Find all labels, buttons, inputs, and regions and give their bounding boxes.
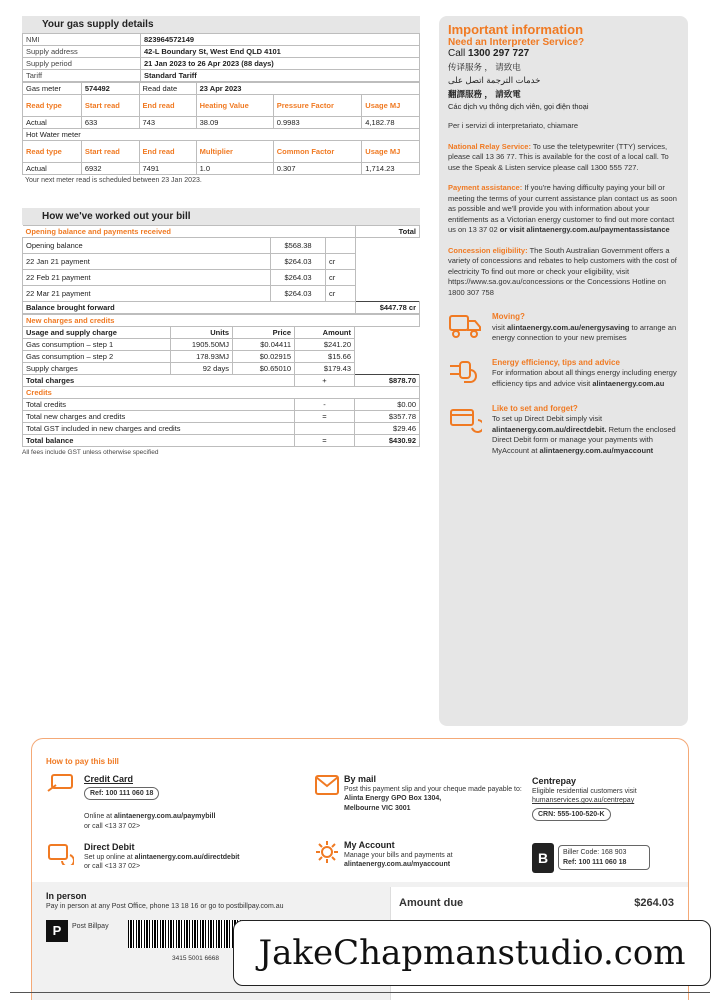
concession-eligibility: Concession eligibility: The South Australian Government offers a variety of concessions and rebates to help customers with the cost of electricity To find out more or check your eligibility, visit https://www.sa.gov.au/concessions or the Concessions Hotline on 1800 307 758: [448, 245, 677, 297]
table-row: Actual 633 743 38.09 0.9983 4,182.78: [23, 117, 420, 129]
lang-arabic: خدمات الترجمة اتصل على: [448, 75, 541, 85]
table-header: Read type Start read End read Heating Value Pressure Factor Usage MJ: [23, 95, 420, 117]
table-row: 22 Jan 21 payment $264.03 cr: [23, 254, 420, 270]
my-account-method: My Account Manage your bills and payments at alintaenergy.com.au/myaccount: [344, 840, 453, 868]
table-row: Total GST included in new charges and credits $29.46: [23, 423, 420, 435]
gst-footnote: All fees include GST unless otherwise specified: [22, 449, 159, 456]
payment-assistance-link[interactable]: or visit alintaenergy.com.au/paymentassistance: [499, 225, 670, 234]
table-row: 22 Feb 21 payment $264.03 cr: [23, 270, 420, 286]
moving-section: Moving? visit alintaenergy.com.au/energysaving to arrange an energy connection to your new premises: [448, 312, 679, 344]
centrepay-link[interactable]: humanservices.gov.au/centrepay: [532, 797, 635, 804]
direct-debit-method: Direct Debit Set up online at alintaenergy.com.au/directdebit or call <13 37 02>: [84, 842, 240, 870]
credit-card-method: Credit Card Ref: 100 111 060 18 Online at alintaenergy.com.au/paymybill or call <13 37 02>: [84, 774, 216, 830]
table-row: Gas consumption – step 2 178.93MJ $0.02915 $15.66: [23, 351, 420, 363]
table-row: 22 Mar 21 payment $264.03 cr: [23, 286, 420, 302]
bill-breakdown: [22, 208, 420, 456]
meter-read-note: Your next meter read is scheduled between 23 Jan 2023.: [25, 177, 202, 184]
payment-assistance: Payment assistance: If you're having difficulty paying your bill or meeting the terms of your current assistance plan contact us as soon as possible and we'll provide you with information about your entitlements as a Victorian energy customer to find out more contact us on 13 37 02 or visit alintaenergy.com.au/paymentassistance: [448, 183, 677, 234]
bpay-details: Biller Code: 168 903 Ref: 100 111 060 18: [558, 845, 650, 870]
table-row: Credits: [23, 387, 420, 399]
mail-icon: [314, 773, 340, 801]
energy-efficiency-section: Energy efficiency, tips and advice For information about all things energy including energy efficiency tips and advice visit alintaenergy.com.au: [448, 358, 679, 390]
my-account-link-pay[interactable]: alintaenergy.com.au/myaccount: [344, 861, 451, 868]
barcode-number: 3415 5001 6668: [172, 955, 219, 962]
my-account-link[interactable]: alintaenergy.com.au/myaccount: [539, 445, 654, 455]
new-charges-table: [22, 314, 420, 447]
table-row: Gas consumption – step 1 1905.50MJ $0.04411 $241.20: [23, 339, 420, 351]
interpreter-phone[interactable]: 1300 297 727: [468, 48, 530, 59]
post-billpay-logo: P: [46, 920, 68, 942]
important-info-panel: [439, 16, 688, 726]
table-row: Total balance = $430.92: [23, 435, 420, 447]
direct-debit-info-section: Like to set and forget? To set up Direct Debit simply visit alintaenergy.com.au/directdebit. Return the enclosed Direct Debit form or manage your payments with MyAccount at alintaenergy.com.au/myaccount: [448, 404, 679, 457]
table-header: Usage and supply charge Units Price Amount: [23, 327, 420, 339]
supply-details-table: [22, 33, 420, 82]
interpreter-title: Need an Interpreter Service?: [448, 37, 585, 48]
lang-italian: Per i servizi di interpretariato, chiamare: [448, 121, 579, 130]
watermark-banner: JakeChapmanstudio.com: [233, 920, 711, 986]
table-row: Supply charges 92 days $0.65010 $179.43: [23, 363, 420, 375]
relay-service: National Relay Service: To use the teletypewriter (TTY) services, please call 13 36 77. This is available for the cost of a local call. To use the Speak & Listen service please call 1300 555 727.: [448, 141, 669, 172]
amount-due-box: Amount due $264.03: [390, 887, 689, 1000]
energy-saving-link[interactable]: alintaenergy.com.au/energysaving: [507, 322, 630, 332]
table-header: Read type Start read End read Multiplier Common Factor Usage MJ: [23, 141, 420, 163]
credit-card-icon: [46, 773, 86, 797]
direct-debit-icon: [46, 841, 74, 869]
table-row: Opening balance $568.38: [23, 238, 420, 254]
bill-table: [22, 225, 420, 314]
lang-vietnamese: Các dịch vụ thông dịch viên, gọi điện thoại: [448, 102, 589, 111]
my-account-gear-icon: [314, 839, 340, 869]
table-row: NMI 823964572149: [23, 34, 420, 46]
card-refresh-icon: [448, 404, 492, 457]
divider: [10, 992, 710, 993]
moving-truck-icon: [448, 312, 492, 344]
interpreter-call: Call 1300 297 727: [448, 48, 530, 59]
table-row: Hot Water meter: [23, 129, 420, 141]
amount-due-value: $264.03: [634, 897, 674, 909]
table-row: Balance brought forward $447.78 cr: [23, 302, 420, 314]
left-column: [22, 16, 420, 456]
table-row: Opening balance and payments received Total: [23, 226, 420, 238]
table-row: Gas meter 574492 Read date 23 Apr 2023: [23, 83, 420, 95]
table-row: Total charges + $878.70: [23, 375, 420, 387]
table-row: Total new charges and credits = $357.78: [23, 411, 420, 423]
centrepay-method: Centrepay Eligible residential customers visit humanservices.gov.au/centrepay CRN: 555-100-520-K: [532, 777, 682, 823]
pay-title: How to pay this bill: [46, 757, 119, 766]
supply-details-title: Your gas supply details: [22, 16, 420, 33]
bill-breakdown-title: How we've worked out your bill: [22, 208, 420, 225]
pay-my-bill-link[interactable]: alintaenergy.com.au/paymybill: [113, 813, 216, 820]
table-row: Actual 6932 7491 1.0 0.307 1,714.23: [23, 163, 420, 175]
table-row: New charges and credits: [23, 315, 420, 327]
lang-chinese-simplified: 传译服务 ， 请致电: [448, 62, 521, 72]
bpay-logo: B: [532, 843, 554, 873]
direct-debit-setup-link[interactable]: alintaenergy.com.au/directdebit: [134, 853, 240, 861]
gas-meter-table: [22, 82, 420, 175]
centrepay-crn: CRN: 555-100-520-K: [532, 808, 611, 822]
table-row: Total credits - $0.00: [23, 399, 420, 411]
mail-method: By mail Post this payment slip and your cheque made payable to: Alinta Energy GPO Box 1304, Melbourne VIC 3001: [344, 774, 522, 812]
direct-debit-link[interactable]: alintaenergy.com.au/directdebit.: [492, 424, 607, 434]
table-row: Tariff Standard Tariff: [23, 70, 420, 82]
credit-card-ref: Ref: 100 111 060 18: [84, 787, 159, 801]
lang-chinese-traditional: 翻譯服務 ， 請致電: [448, 89, 521, 99]
in-person-section: In person Pay in person at any Post Office, phone 13 18 16 or go to postbillpay.com.au P Post Billpay 3415 5001 6668: [32, 882, 688, 1000]
alinta-home-link[interactable]: alintaenergy.com.au: [592, 378, 665, 388]
important-info-title: Important information: [448, 22, 584, 37]
table-row: Supply address 42-L Boundary St, West End QLD 4101: [23, 46, 420, 58]
energy-plug-icon: [448, 358, 492, 390]
table-row: Supply period 21 Jan 2023 to 26 Apr 2023 (88 days): [23, 58, 420, 70]
